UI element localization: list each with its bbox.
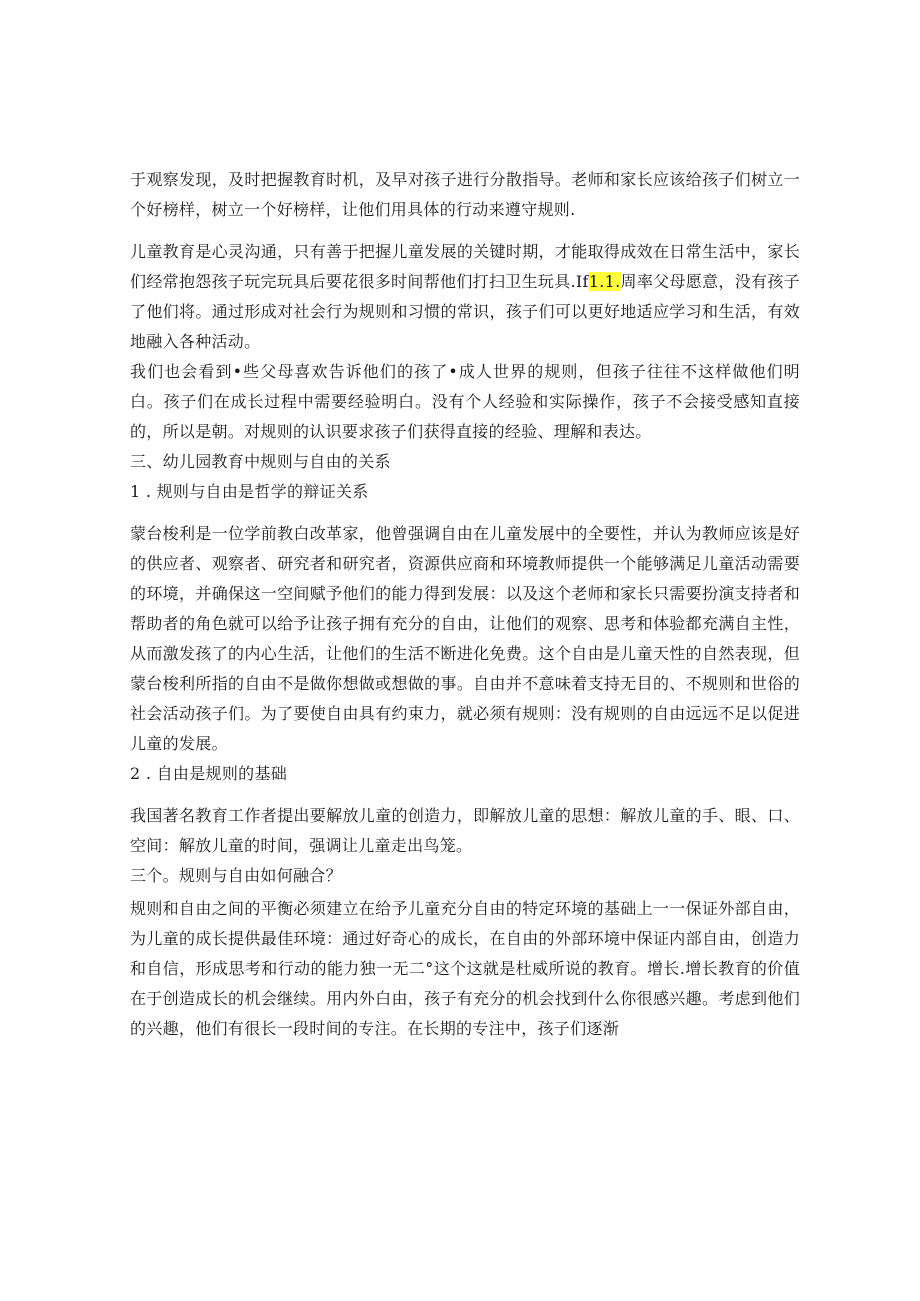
paragraph-3: 我们也会看到•些父母喜欢告诉他们的孩了•成人世界的规则，但孩子往往不这样做他们明白。孩子们在成长过程中需要经验明白。没有个人经验和实际操作，孩子不会接受感知直接的，所以是朝。对规则的认识要求孩子们获得直接的经验、理解和表达。	[130, 362, 800, 441]
paragraph-1: 于观察发现，及时把握教育时机，及早对孩子进行分散指导。老师和家长应该给孩子们树立一个好榜样，树立一个好榜样，让他们用具体的行动来遵守规则.	[130, 170, 800, 219]
paragraph-6: 规则和自由之间的平衡必须建立在给予儿童充分自由的特定环境的基础上一一保证外部自由，为儿童的成长提供最佳环境：通过好奇心的成长，在自由的外部环境中保证内部自由，创造力和自信，形成思考和行动的能力独一无二°这个这就是杜威所说的教育。增长.增长教育的价值在于创造成长的机会继续。用内外白由，孩子有充分的机会找到什么你很感兴趣。考虑到他们的兴趣，他们有很长一段时间的专注。在长期的专注中，孩子们逐渐	[130, 899, 800, 1038]
section-heading-3: 三、幼儿园教育中规则与自由的关系	[130, 452, 391, 471]
subsection-heading-1: 1 . 规则与自由是哲学的辩证关系	[130, 482, 369, 501]
subsection-heading-2: 2 . 自由是规则的基础	[130, 764, 288, 783]
paragraph-4: 蒙台梭利是一位学前教白改革家，他曾强调自由在儿童发展中的全要性，并认为教师应该是好的供应者、观察者、研究者和研究者，资源供应商和环境教师提供一个能够满足儿童活动需要的环境，并确保这一空间赋予他们的能力得到发展：以及这个老师和家长只需要扮演支持者和帮助者的角色就可以给予让孩子拥有充分的自由，让他们的观察、思考和体验都充满自主性，从而激发孩了的内心生活，让他们的生活不断进化免费。这个自由是儿童天性的自然表现，但蒙台梭利所指的自由不是做你想做或想做的事。自由并不意味着支持无目的、不规则和世俗的社会活动孩子们。为了要使自由具有约束力，就必须有规则：没有规则的自由远远不足以促进儿童的发展。	[130, 524, 800, 753]
paragraph-2-text-b: 周率父母愿意，没有孩子了他们将。通过形成对社会行为规则和习惯的常识，孩子们可以更好地适应学习和生活，有效地融入各种活动。	[130, 272, 800, 351]
paragraph-2	[130, 237, 800, 357]
paragraph-5: 我国著名教育工作者提出要解放儿童的创造力，即解放儿童的思想：解放儿童的手、眼、口、空间：解放儿童的时间，强调让儿童走出鸟笼。	[130, 806, 800, 855]
highlighted-text: 1.1.	[588, 272, 621, 291]
subsection-heading-3: 三个。规则与自由如何融合？	[130, 866, 342, 885]
document-page	[130, 165, 800, 1044]
paragraph-2-text-a: 儿童教育是心灵沟通，只有善于把握儿童发展的关键时期，才能取得成效在日常生活中，家长们经常抱怨孩子玩完玩具后要花很多时间帮他们打扫卫生玩具.If	[130, 242, 800, 291]
